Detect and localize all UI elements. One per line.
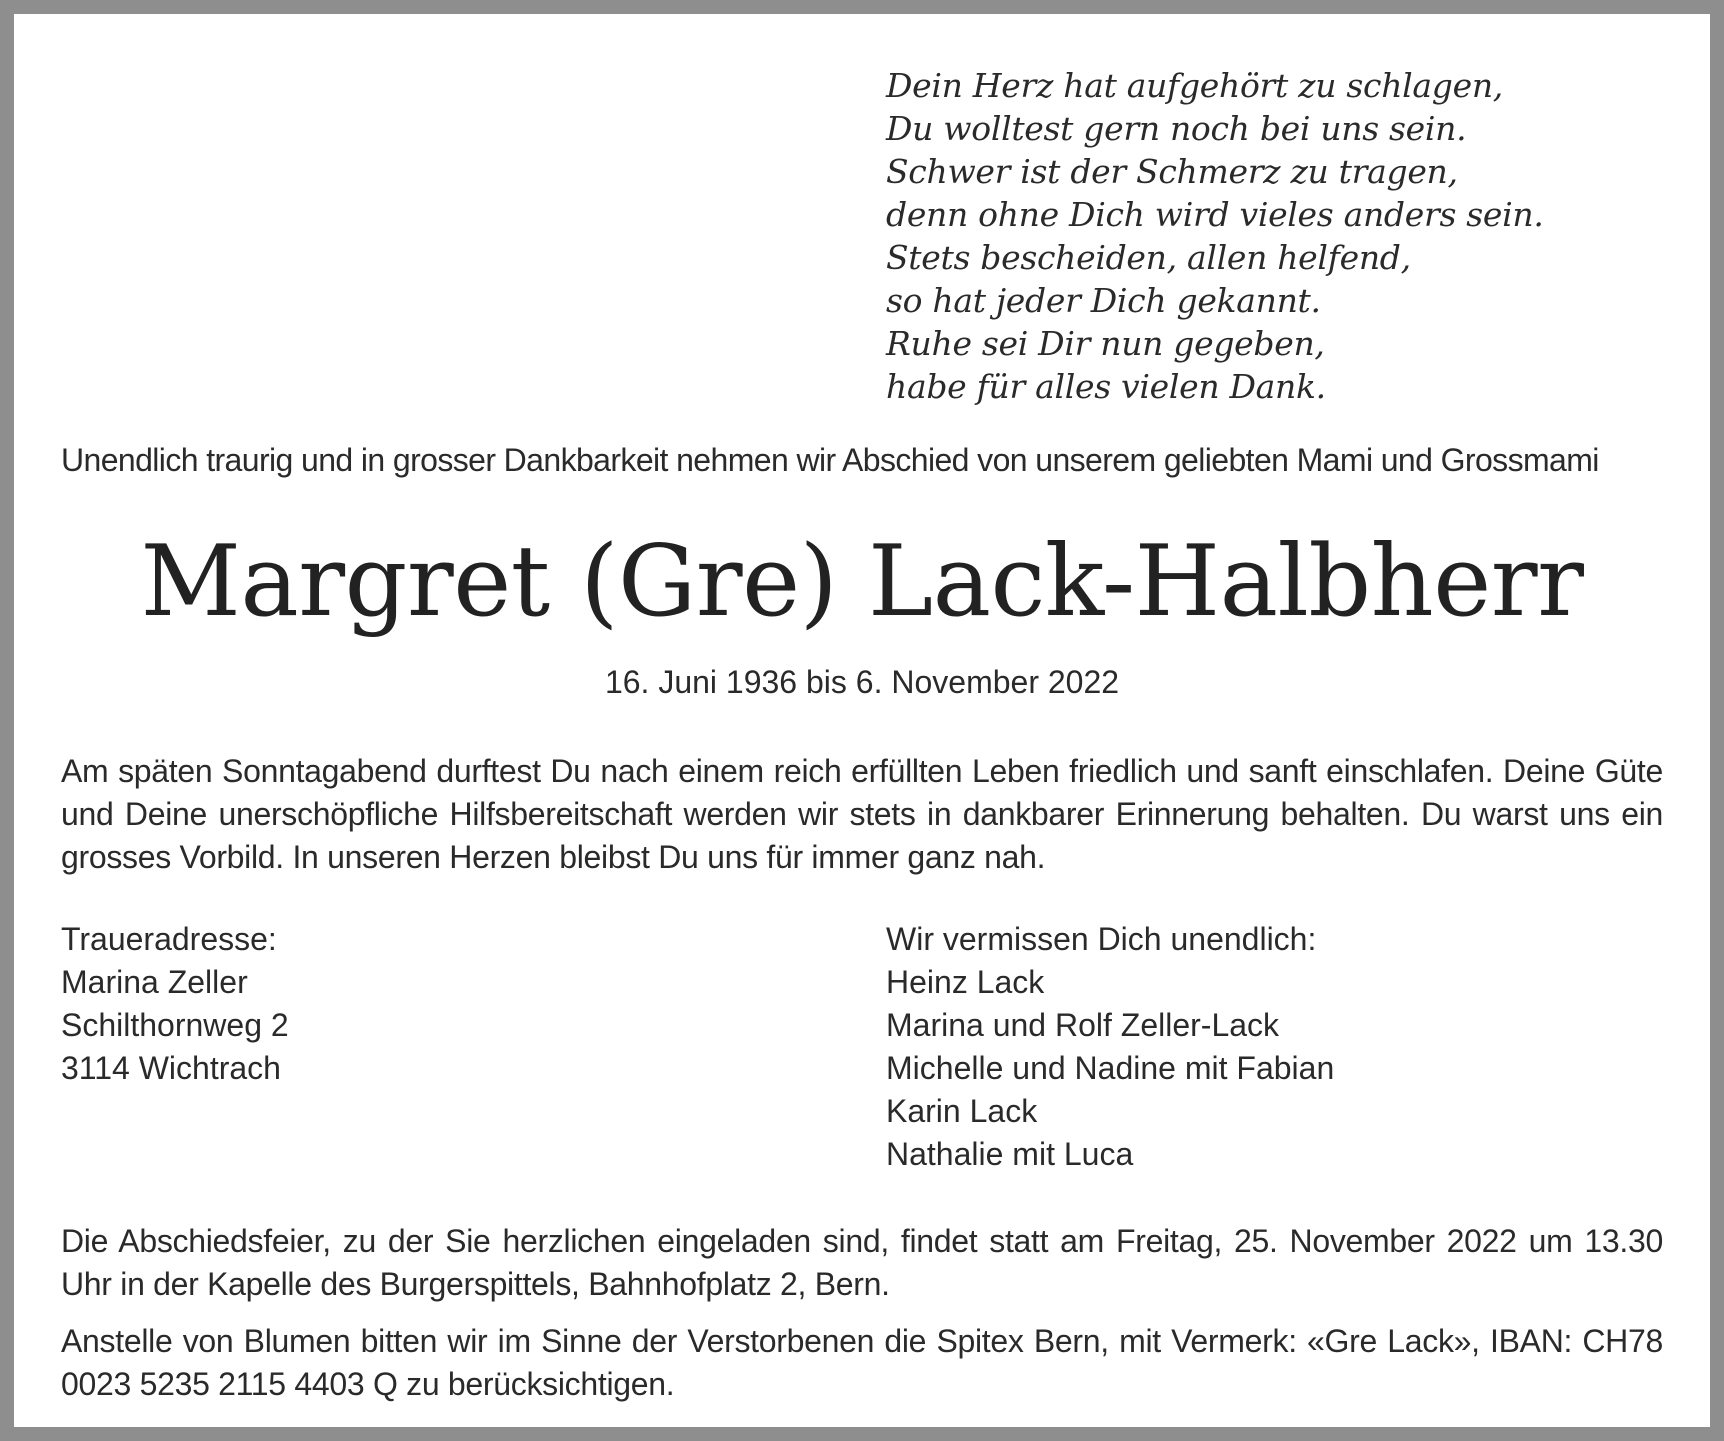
poem-line: Ruhe sei Dir nun gegeben, bbox=[886, 324, 1325, 363]
mourners-heading: Wir vermissen Dich unendlich: bbox=[886, 921, 1317, 957]
mourner-name: Marina und Rolf Zeller-Lack bbox=[886, 1007, 1280, 1043]
tribute-paragraph: Am späten Sonntagabend durftest Du nach einem reich erfüllten Leben friedlich und sanft einschlafen. Deine Güte und Deine unerschöpfliche Hilfsbereitschaft werden wir stets in dankbarer Erinnerung behalten. Du warst uns ein grosses Vorbild. In unseren Herzen bleibst Du uns für immer ganz nah. bbox=[61, 753, 1663, 875]
life-dates: 16. Juni 1936 bis 6. November 2022 bbox=[604, 664, 1120, 700]
intro-text: Unendlich traurig und in grosser Dankbarkeit nehmen wir Abschied von unserem geliebten Mami und Grossmami bbox=[61, 442, 1599, 478]
address-line: 3114 Wichtrach bbox=[61, 1050, 281, 1086]
poem-line: Schwer ist der Schmerz zu tragen, bbox=[886, 152, 1458, 191]
mourning-address bbox=[61, 918, 289, 1090]
obituary-page bbox=[14, 14, 1710, 1427]
mourner-name: Michelle und Nadine mit Fabian bbox=[886, 1050, 1335, 1086]
address-line: Marina Zeller bbox=[61, 964, 248, 1000]
mourners-list bbox=[886, 918, 1334, 1176]
ceremony-paragraph: Die Abschiedsfeier, zu der Sie herzlichen eingeladen sind, findet statt am Freitag, 25. November 2022 um 13.30 Uhr in der Kapelle des Burgerspittels, Bahnhofplatz 2, Bern. bbox=[61, 1223, 1663, 1302]
poem bbox=[886, 64, 1544, 408]
deceased-name: Margret (Gre) Lack-Halbherr bbox=[140, 525, 1584, 639]
mourner-name: Heinz Lack bbox=[886, 964, 1045, 1000]
mourner-name: Karin Lack bbox=[886, 1093, 1038, 1129]
poem-line: Stets bescheiden, allen helfend, bbox=[886, 238, 1411, 277]
poem-line: so hat jeder Dich gekannt. bbox=[886, 281, 1321, 320]
poem-line: denn ohne Dich wird vieles anders sein. bbox=[886, 195, 1544, 234]
address-line: Schilthornweg 2 bbox=[61, 1007, 289, 1043]
mourner-name: Nathalie mit Luca bbox=[886, 1136, 1134, 1172]
poem-line: habe für alles vielen Dank. bbox=[886, 367, 1326, 406]
donation-paragraph: Anstelle von Blumen bitten wir im Sinne der Verstorbenen die Spitex Bern, mit Vermerk: «Gre Lack», IBAN: CH78 0023 5235 2115 4403 Q zu berücksichtigen. bbox=[61, 1323, 1663, 1402]
address-heading: Traueradresse: bbox=[61, 921, 277, 957]
poem-line: Dein Herz hat aufgehört zu schlagen, bbox=[886, 66, 1503, 105]
poem-line: Du wolltest gern noch bei uns sein. bbox=[886, 109, 1467, 148]
